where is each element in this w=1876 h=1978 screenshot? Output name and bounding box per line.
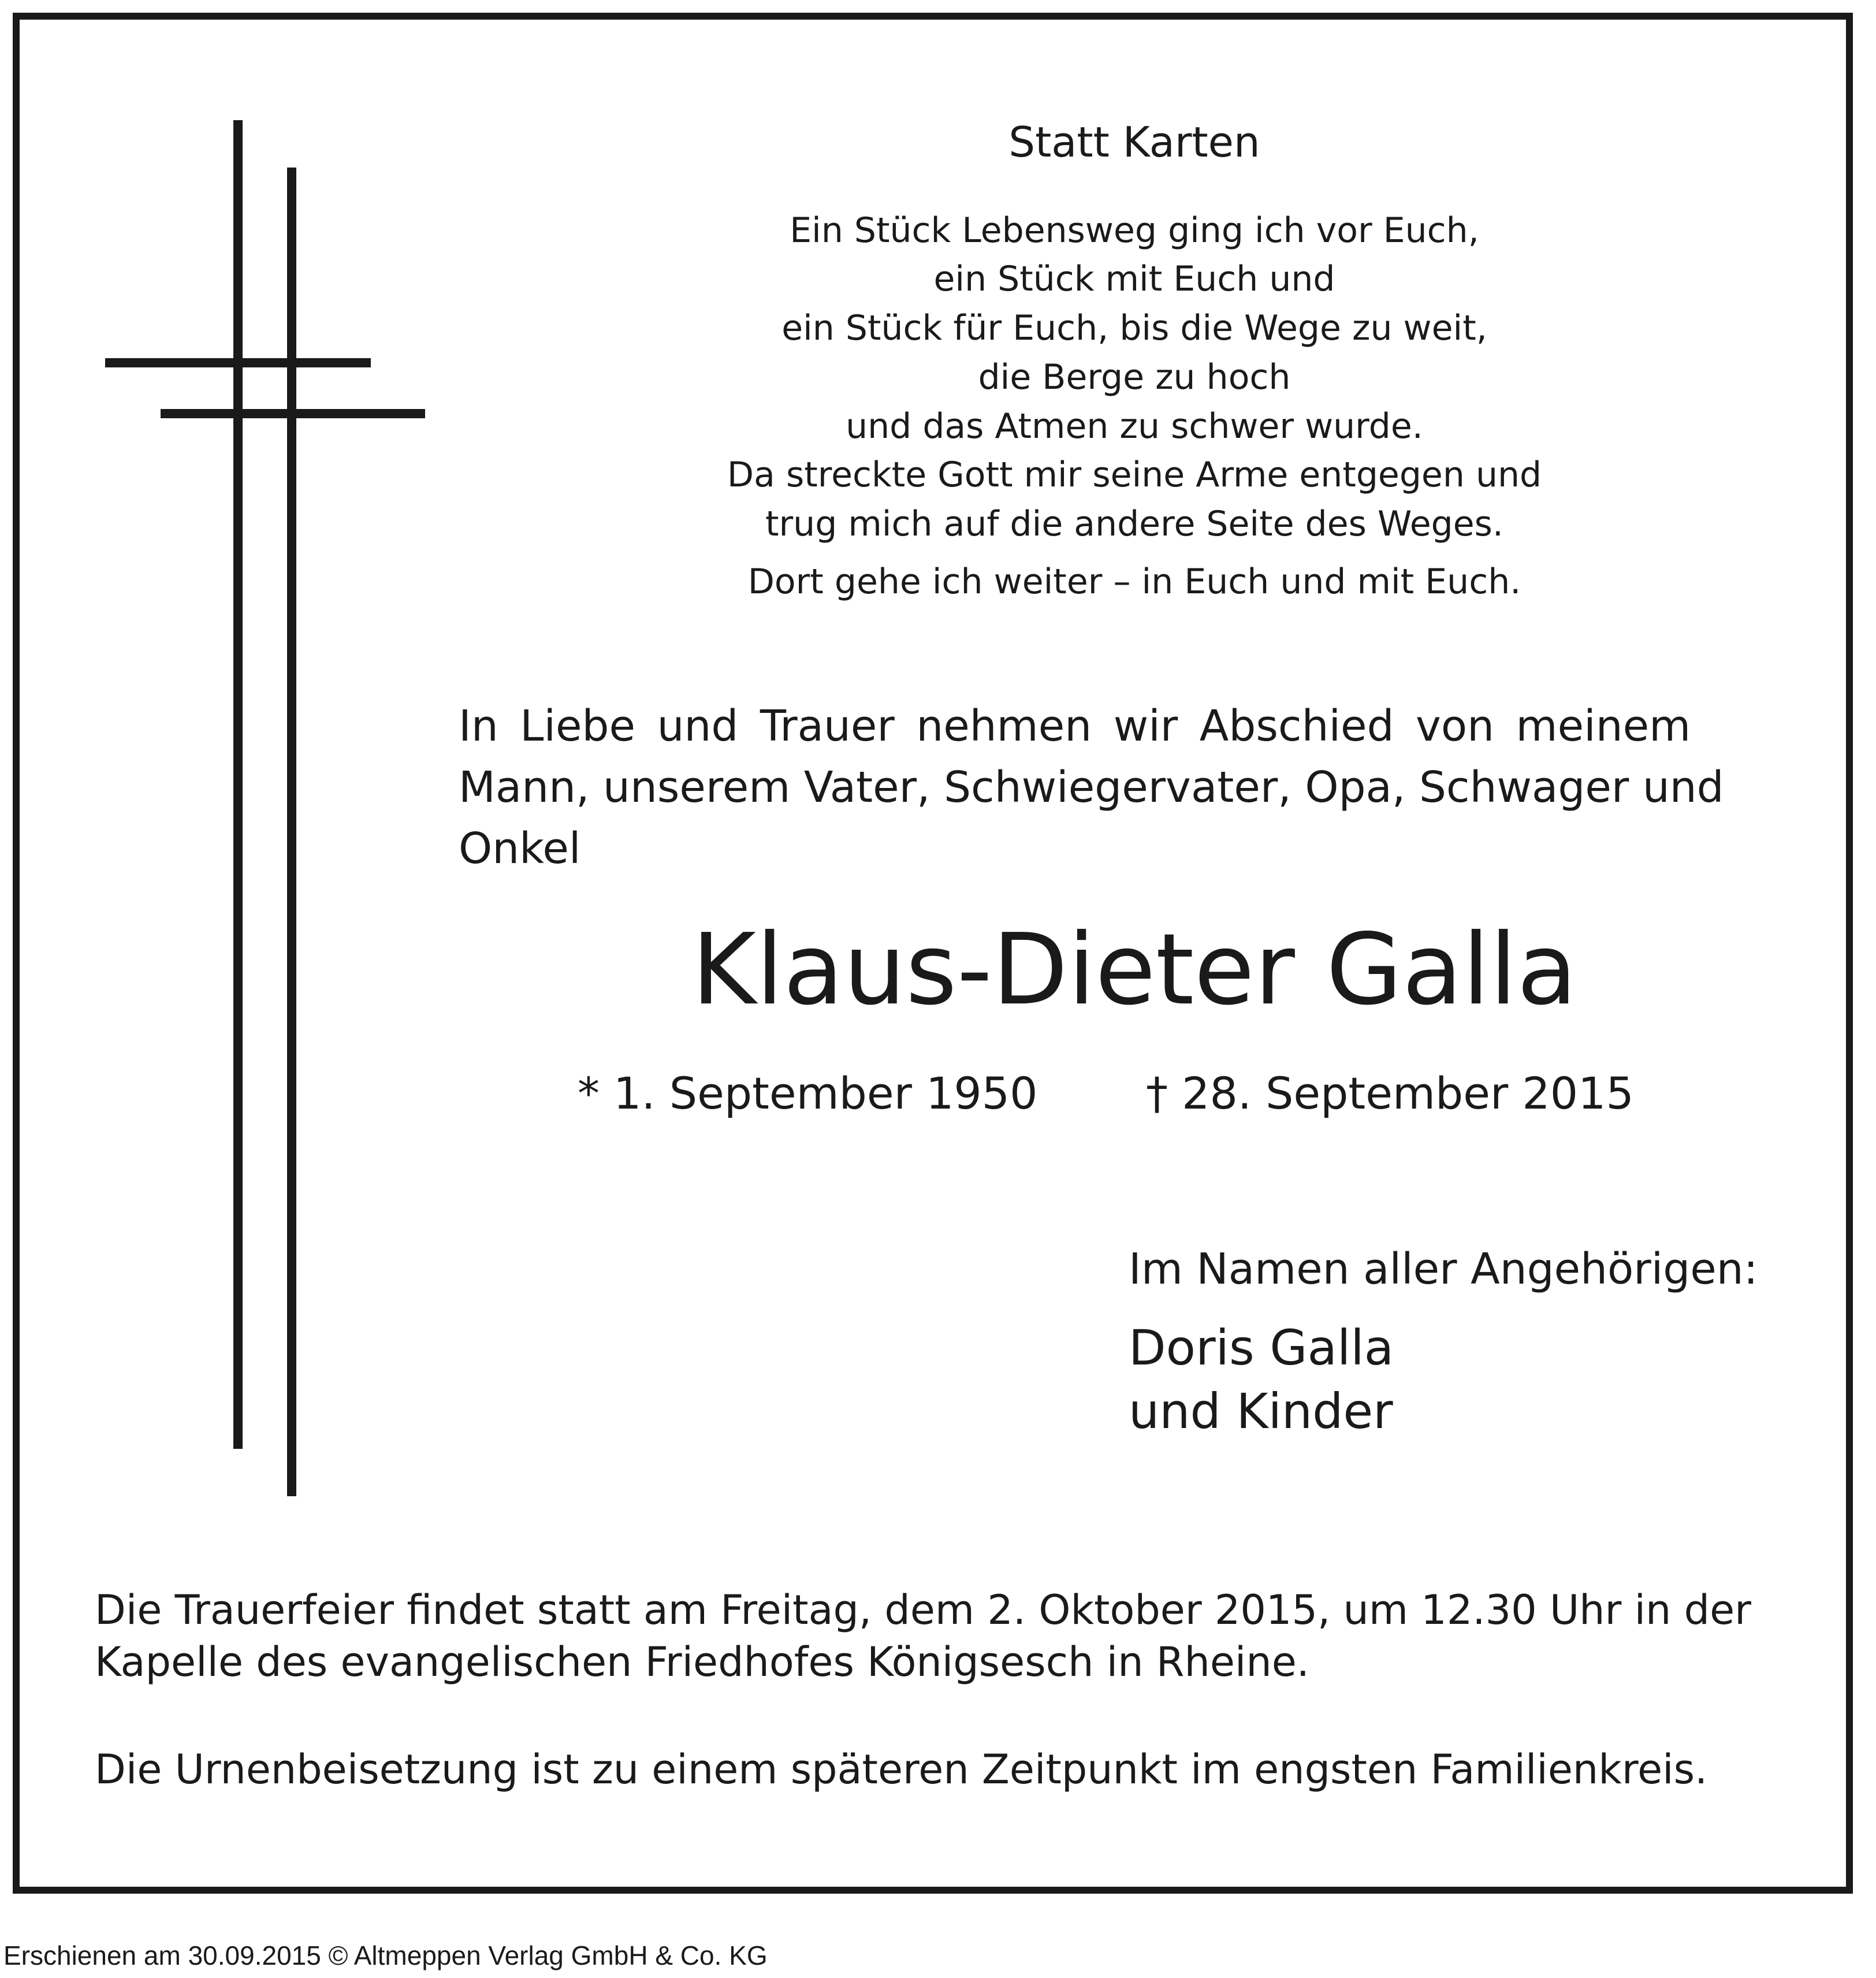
cross-upper-horizontal <box>105 358 371 367</box>
death-date: † 28. September 2015 <box>1146 1068 1634 1119</box>
poem-line: die Berge zu hoch <box>978 357 1291 397</box>
poem-line: ein Stück mit Euch und <box>933 259 1335 299</box>
cross-left-vertical <box>233 120 243 1449</box>
signature-intro: Im Namen aller Angehörigen: <box>1129 1244 1758 1294</box>
poem-line: Da streckte Gott mir seine Arme entgegen und <box>727 455 1542 495</box>
cross-lower-horizontal <box>161 409 425 418</box>
intro-line: In Liebe und Trauer nehmen wir Abschied von meinem <box>459 701 1691 751</box>
birth-date: * 1. September 1950 <box>578 1068 1038 1119</box>
poem-line: ein Stück für Euch, bis die Wege zu weit, <box>781 308 1487 348</box>
ceremony-line: Die Trauerfeier findet statt am Freitag, dem 2. Oktober 2015, um 12.30 Uhr in der <box>95 1586 1751 1634</box>
publication-credit: Erschienen am 30.09.2015 © Altmeppen Verlag GmbH & Co. KG <box>3 1940 768 1970</box>
header-title: Statt Karten <box>1008 118 1260 166</box>
poem-line: Dort gehe ich weiter – in Euch und mit Euch. <box>747 562 1521 602</box>
signature-family: und Kinder <box>1129 1383 1393 1440</box>
intro-line: Onkel <box>459 824 581 873</box>
burial-info: Die Urnenbeisetzung ist zu einem späteren Zeitpunkt im engsten Familienkreis. <box>95 1746 1708 1793</box>
poem-line: Ein Stück Lebensweg ging ich vor Euch, <box>790 210 1479 251</box>
deceased-name: Klaus-Dieter Galla <box>691 913 1577 1027</box>
obituary-notice <box>13 13 1853 1894</box>
intro-line: Mann, unserem Vater, Schwiegervater, Opa, Schwager und <box>459 763 1724 812</box>
ceremony-line: Kapelle des evangelischen Friedhofes Königsesch in Rheine. <box>95 1638 1310 1686</box>
signature-name: Doris Galla <box>1129 1319 1394 1376</box>
poem-line: trug mich auf die andere Seite des Weges. <box>765 504 1504 544</box>
poem-line: und das Atmen zu schwer wurde. <box>846 406 1423 447</box>
